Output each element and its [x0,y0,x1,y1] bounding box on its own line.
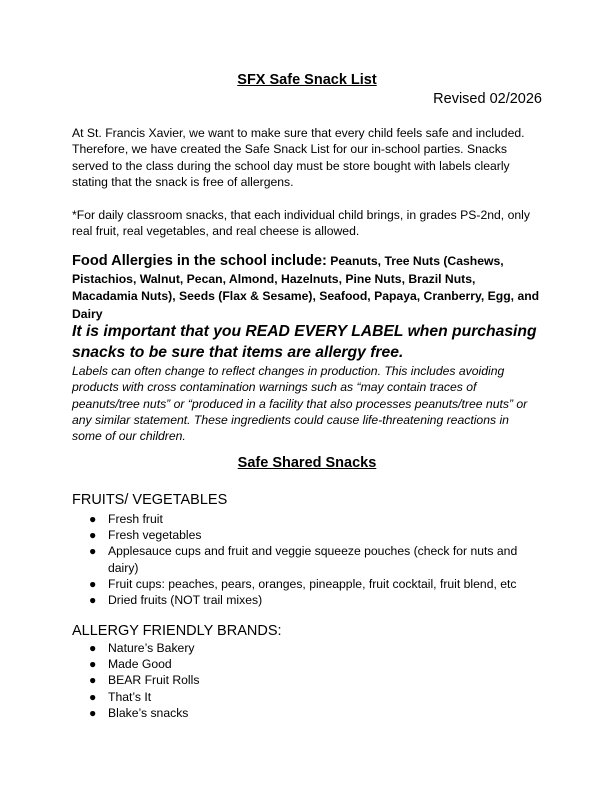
category-heading-allergy-friendly-brands: ALLERGY FRIENDLY BRANDS: [72,623,282,639]
warning-heading: It is important that you READ EVERY LABEL when purchasing snacks to be sure that items are allergy free. [72,323,537,361]
bullet-icon: ● [89,689,97,704]
list-item: ● BEAR Fruit Rolls [89,673,200,688]
list-item: ● Dried fruits (NOT trail mixes) [89,593,263,608]
bullet-icon: ● [89,657,97,672]
bullet-icon: ● [89,576,97,591]
list-item: ● Fresh fruit [89,512,163,526]
bullet-icon: ● [89,705,97,720]
bullet-icon: ● [89,544,97,559]
bullet-icon: ● [89,641,97,655]
list-item: ● Made Good [89,657,172,672]
warning-body: Labels can often change to reflect changes in production. This includes avoiding products with cross contamination warnings such as “may contain traces of peanuts/tree nuts” or “produced in a facility that also processes peanuts/tree nuts” or any similar statement. These ingredients could cause life-threatening reactions in some of our children. [72,364,528,444]
list-item: ● That’s It [89,689,152,704]
fruits-vegetables-list [72,511,522,608]
allergies-statement [72,253,542,323]
bullet-icon: ● [89,673,97,688]
section-title: Safe Shared Snacks [237,455,377,471]
list-item: ● Fruit cups: peaches, pears, oranges, pineapple, fruit cocktail, fruit blend, etc [89,576,517,591]
allergies-lead: Food Allergies in the school include: [72,253,327,269]
list-item: ● Applesauce cups and fruit and veggie squeeze pouches (check for nuts and dairy) [89,544,518,575]
document-title: SFX Safe Snack List [237,72,377,88]
intro-paragraph: At St. Francis Xavier, we want to make sure that every child feels safe and included. Therefore, we have created the Safe Snack List for our in-school parties. Snacks served to the class during the school day must be store bought with labels clearly stating that the snack is free of allergens. [72,126,525,189]
daily-snacks-note: *For daily classroom snacks, that each individual child brings, in grades PS-2nd, only real fruit, real vegetables, and real cheese is allowed. [72,208,530,239]
list-item: ● Nature’s Bakery [89,641,195,655]
bullet-icon: ● [89,593,97,608]
list-item: ● Blake’s snacks [89,705,189,720]
bullet-icon: ● [89,528,97,543]
bullet-icon: ● [89,512,97,526]
allergies-list: Peanuts, Tree Nuts (Cashews, Pistachios, Walnut, Pecan, Almond, Hazelnuts, Pine Nuts, Brazil Nuts, Macadamia Nuts), Seeds (Flax & Sesame), Seafood, Papaya, Cranberry, Egg, and Dairy [72,254,540,321]
list-item: ● Fresh vegetables [89,528,202,543]
category-heading-fruits-vegetables: FRUITS/ VEGETABLES [72,492,228,508]
revised-date: Revised 02/2026 [433,91,542,107]
allergy-friendly-brands-list [72,640,542,721]
